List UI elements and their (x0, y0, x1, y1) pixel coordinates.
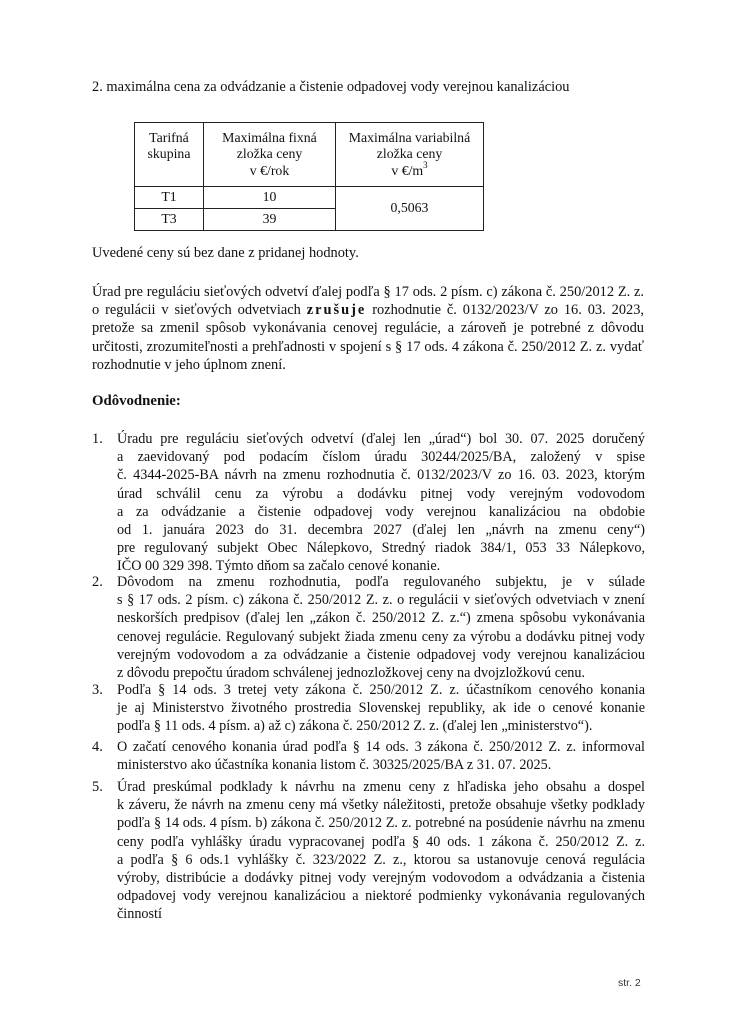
item-line: cenovej regulácie. Regulovaný subjekt žiada zmenu ceny za výrobu a dodávku pitnej vody (117, 628, 645, 645)
item-line: Podľa § 14 ods. 3 tretej vety zákona č. 250/2012 Z. z. účastníkom cenového konania (117, 682, 645, 698)
item-line: je aj Ministerstvo životného prostredia Slovenskej republiky, ak ide o cenové konanie (117, 700, 645, 717)
item-line: Dôvodom na zmenu rozhodnutia, podľa regulovaného subjektu, je v súlade (117, 574, 645, 590)
item-line: k záveru, že návrh na zmenu ceny má všetky náležitosti, pretože obsahuje všetky podklady (117, 797, 645, 814)
cell-fixed-t3: 39 (204, 209, 336, 231)
header-tariff-group-line1: Tarifná (149, 129, 189, 145)
item-line: IČO 00 329 398. Týmto dňom sa začalo cenové konanie. (117, 558, 441, 575)
item-number: 4. (92, 739, 103, 755)
item-number: 2. (92, 574, 103, 590)
item-line: od 1. januára 2023 do 31. decembra 2027 (ďalej len „návrh na zmenu ceny“) (117, 522, 645, 539)
vat-note: Uvedené ceny sú bez dane z pridanej hodnoty. (92, 245, 359, 261)
cell-fixed-t1: 10 (204, 187, 336, 209)
section-heading-2: 2. maximálna cena za odvádzanie a čistenie odpadovej vody verejnou kanalizáciou (92, 79, 570, 95)
item-number: 3. (92, 682, 103, 698)
item-line: činností (117, 906, 162, 923)
paragraph-text: rozhodnutie č. 0132/2023/V zo 16. 03. 2023, (372, 302, 645, 319)
item-line: a podľa § 6 ods.1 vyhlášky č. 323/2022 Z. z., ktorou sa ustanovuje cenová regulácia (117, 851, 645, 868)
item-body (117, 681, 645, 736)
item-line: odpadovej vody verejnou kanalizáciou a niektoré podmienky vykonávania regulovaných (117, 888, 645, 905)
paragraph-line: určitosti, zrozumiteľnosti a prehľadnosti v spojení s § 17 ods. 4 zákona č. 250/2012 Z. z. vydať (92, 338, 644, 355)
paragraph-line (92, 301, 644, 319)
item-number: 1. (92, 431, 103, 447)
item-line: O začatí cenového konania úrad podľa § 14 ods. 3 zákona č. 250/2012 Z. z. informoval (117, 739, 645, 755)
paragraph-line: Úrad pre reguláciu sieťových odvetví ďalej podľa § 17 ods. 2 písm. c) zákona č. 250/2012 Z. z. (92, 284, 644, 300)
header-tariff-group (135, 123, 204, 187)
item-body (117, 738, 645, 774)
item-line: úrad schválil cenu za výrobu a dodávku pitnej vody verejným vodovodom (117, 485, 645, 502)
page-number: str. 2 (618, 977, 641, 989)
item-line: Úrad preskúmal podklady k návrhu na zmenu ceny z hľadiska jeho obsahu a dospel (117, 779, 645, 795)
decision-paragraph (92, 283, 644, 374)
paragraph-text: o regulácii v sieťových odvetviach (92, 302, 301, 319)
item-line: verejným vodovodom a za odvádzanie a čistenie odpadovej vody verejnou kanalizáciou (117, 646, 645, 663)
item-line: podľa § 14 ods. 4 písm. b) zákona č. 250/2012 Z. z. potrebné na posúdenie návrhu na zmenu (117, 815, 645, 832)
header-variable-line1: Maximálna variabilná (348, 129, 471, 145)
cell-group-t1: T1 (135, 187, 204, 209)
item-line: a zaevidovaný pod podacím číslom úradu 30244/2025/BA, založený v spise (117, 449, 645, 466)
cancels-keyword: zrušuje (306, 302, 367, 319)
item-line: neskorších predpisov (ďalej len „zákon č. 250/2012 Z. z.“) zmena spôsobu vykonávania (117, 610, 645, 627)
item-line: výroby, distribúcie a dodávky pitnej vody verejným vodovodom a odvádzania a čistenia (117, 870, 645, 887)
item-line: pre regulovaný subjekt Obec Nálepkovo, Stredný riadok 384/1, 053 33 Nálepkovo, (117, 540, 645, 557)
cell-variable-price: 0,5063 (336, 187, 484, 231)
header-fixed-component (204, 123, 336, 187)
header-variable-exponent: 3 (423, 160, 428, 171)
item-body (117, 430, 645, 576)
header-variable-line3: v €/m (391, 162, 424, 178)
item-line: a za odvádzanie a čistenie odpadovej vody verejnou kanalizáciou na obdobie (117, 503, 645, 520)
header-fixed-line3: v €/rok (249, 162, 290, 178)
paragraph-line: pretože sa zmenil spôsob vykonávania cenovej regulácie, a zároveň je potrebné z dôvodu (92, 320, 644, 337)
item-line: podľa § 11 ods. 4 písm. a) až c) zákona č. 250/2012 Z. z. (ďalej len „ministerstvo“). (117, 718, 593, 735)
item-body (117, 778, 645, 924)
cell-group-t3: T3 (135, 209, 204, 231)
table-header-row (135, 123, 484, 187)
item-line: č. 4344-2025-BA návrh na zmenu rozhodnutia č. 0132/2023/V zo 16. 03. 2023, ktorým (117, 467, 645, 484)
reasoning-title: Odôvodnenie: (92, 393, 181, 409)
table-row (135, 187, 484, 209)
item-number: 5. (92, 779, 103, 795)
header-fixed-line2: zložka ceny (236, 146, 303, 162)
item-line: z dôvodu prepočtu úradom schválenej jednozložkovej ceny na dvojzložkovú cenu. (117, 665, 586, 682)
header-tariff-group-line2: skupina (147, 146, 191, 162)
paragraph-line: rozhodnutie v jeho úplnom znení. (92, 356, 286, 373)
item-line: ministerstvo ako účastníka konania listom č. 30325/2025/BA z 31. 07. 2025. (117, 757, 552, 774)
item-line: s § 17 ods. 2 písm. c) zákona č. 250/2012 Z. z. o regulácii v sieťových odvetviach v znení (117, 592, 645, 609)
tariff-table (134, 122, 484, 231)
header-fixed-line1: Maximálna fixná (222, 129, 317, 145)
item-line: Úradu pre reguláciu sieťových odvetví (ďalej len „úrad“) bol 30. 07. 2025 doručený (117, 431, 645, 447)
item-body (117, 573, 645, 682)
header-variable-component (336, 123, 484, 187)
header-variable-line2: zložka ceny (376, 146, 443, 162)
item-line: ceny podľa vyhlášky úradu vypracovanej podľa § 40 ods. 1 zákona č. 250/2012 Z. z. (117, 833, 645, 850)
